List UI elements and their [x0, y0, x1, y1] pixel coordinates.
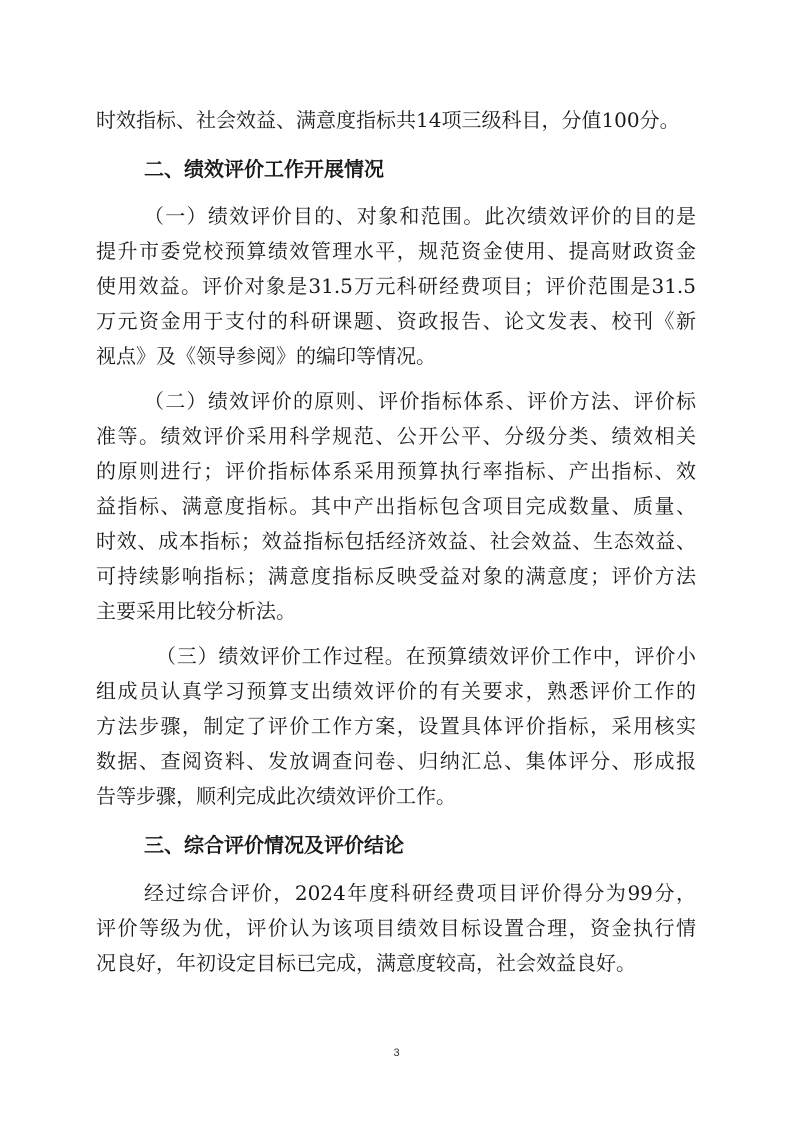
- paragraph-line: 使用效益。评价对象是31.5万元科研经费项目；评价范围是31.5: [96, 274, 696, 298]
- paragraph-line: 视点》及《领导参阅》的编印等情况。: [96, 344, 436, 368]
- section-heading-3: 三、综合评价情况及评价结论: [144, 833, 404, 857]
- paragraph-line: 经过综合评价，2024年度科研经费项目评价得分为99分，: [144, 881, 696, 905]
- paragraph-line: 时效指标、社会效益、满意度指标共14项三级科目，分值100分。: [96, 108, 680, 132]
- paragraph-line: 数据、查阅资料、发放调查问卷、归纳汇总、集体评分、形成报: [96, 749, 696, 773]
- paragraph-line: 方法步骤，制定了评价工作方案，设置具体评价指标，采用核实: [96, 714, 696, 738]
- paragraph-line: 万元资金用于支付的科研课题、资政报告、论文发表、校刊《新: [96, 309, 696, 333]
- paragraph-line: 告等步骤，顺利完成此次绩效评价工作。: [96, 784, 456, 808]
- paragraph-line: 准等。绩效评价采用科学规范、公开公平、分级分类、绩效相关: [96, 424, 696, 448]
- paragraph-line: 组成员认真学习预算支出绩效评价的有关要求，熟悉评价工作的: [96, 679, 696, 703]
- paragraph-line: 益指标、满意度指标。其中产出指标包含项目完成数量、质量、: [96, 494, 696, 518]
- page-number: 3: [393, 1047, 400, 1059]
- paragraph-line: 可持续影响指标；满意度指标反映受益对象的满意度；评价方法: [96, 564, 696, 588]
- paragraph-line: 提升市委党校预算绩效管理水平，规范资金使用、提高财政资金: [96, 239, 696, 263]
- paragraph-line: 评价等级为优，评价认为该项目绩效目标设置合理，资金执行情: [96, 916, 696, 940]
- paragraph-line: 时效、成本指标；效益指标包括经济效益、社会效益、生态效益、: [96, 529, 696, 553]
- paragraph-line: （一）绩效评价目的、对象和范围。此次绩效评价的目的是: [144, 204, 696, 228]
- paragraph-line: （二）绩效评价的原则、评价指标体系、评价方法、评价标: [144, 389, 696, 413]
- paragraph-line: 况良好，年初设定目标已完成，满意度较高，社会效益良好。: [96, 951, 636, 975]
- section-heading-2: 二、绩效评价工作开展情况: [144, 157, 384, 181]
- paragraph-line: 主要采用比较分析法。: [96, 599, 296, 623]
- paragraph-line: （三）绩效评价工作过程。在预算绩效评价工作中，评价小: [156, 644, 696, 668]
- paragraph-line: 的原则进行；评价指标体系采用预算执行率指标、产出指标、效: [96, 459, 696, 483]
